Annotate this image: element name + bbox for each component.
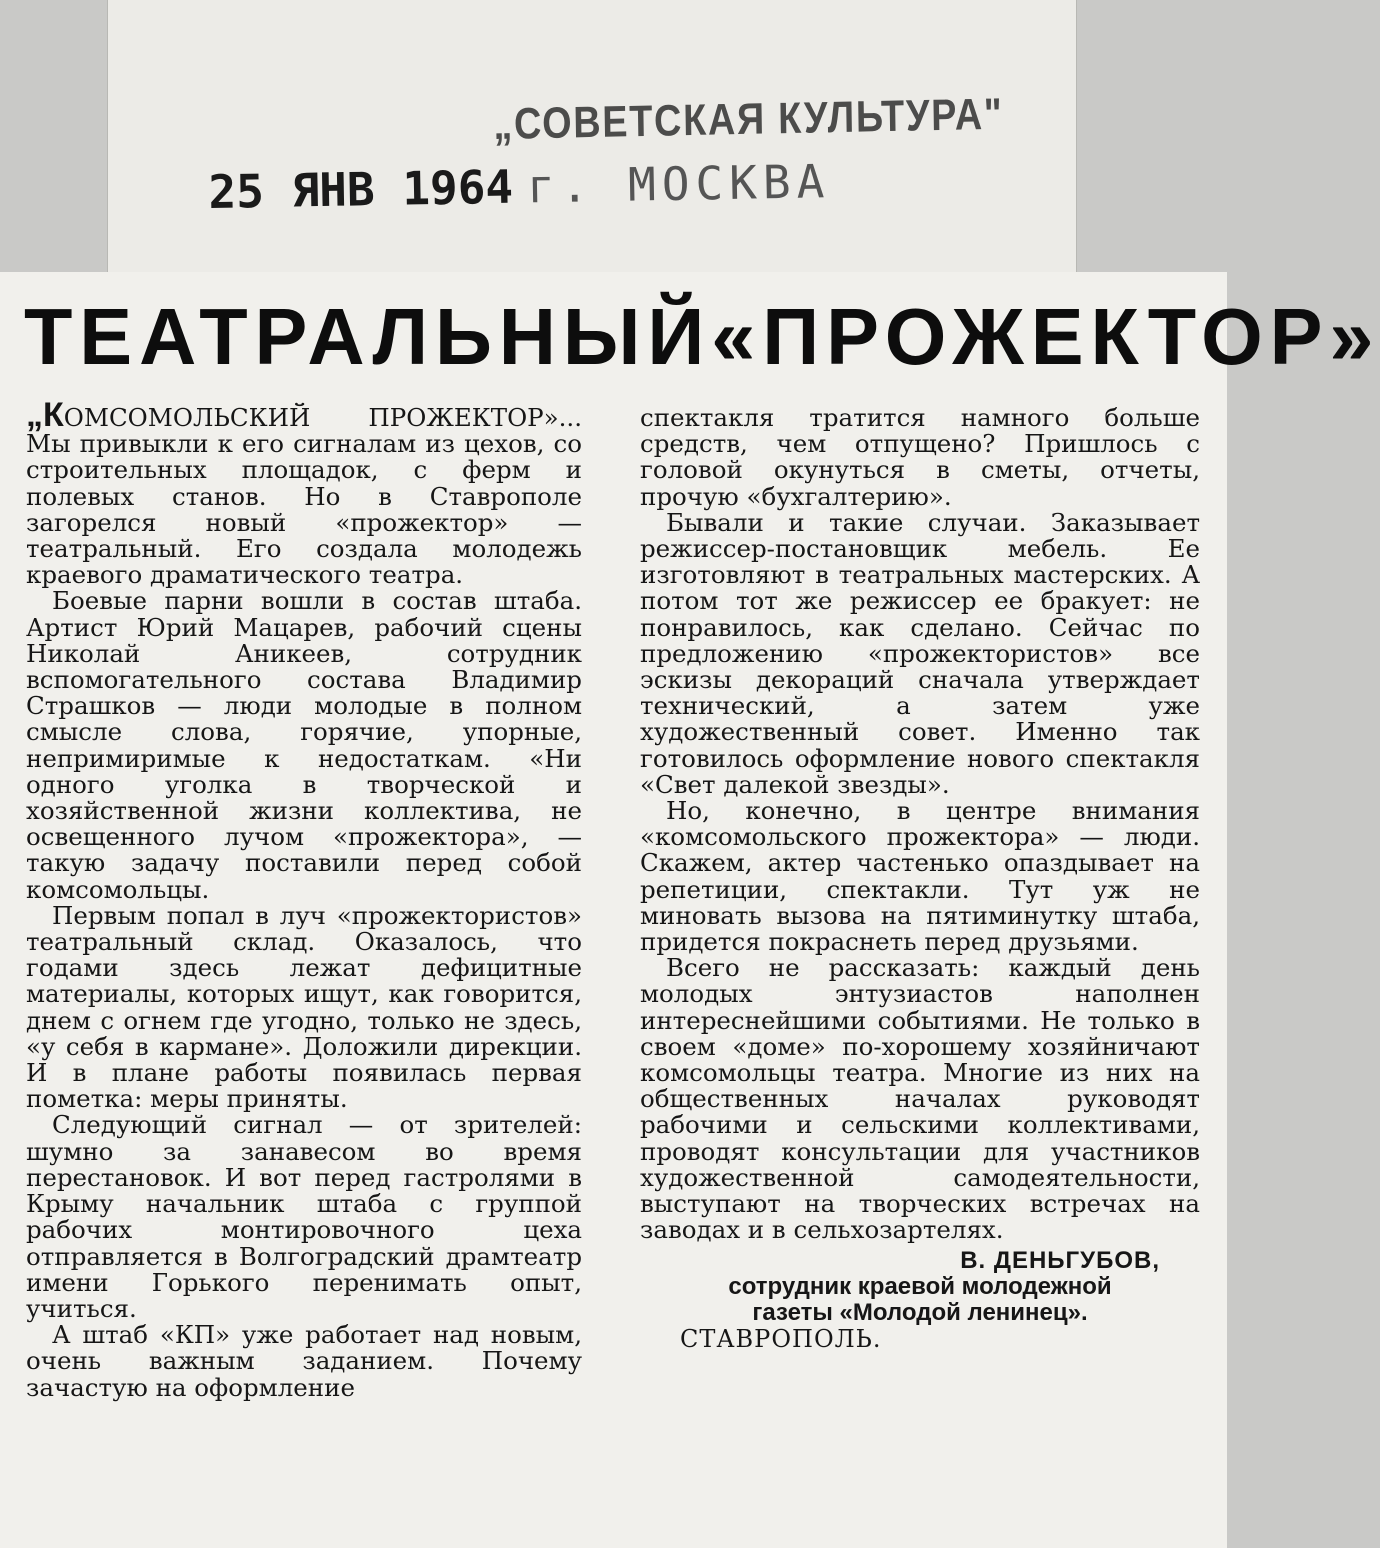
author-name: В. ДЕНЬГУБОВ,: [960, 1246, 1160, 1274]
author-role: газеты «Молодой ленинец».: [752, 1298, 1088, 1326]
paragraph: А штаб «КП» уже работает над новым, очень важным заданием. Почему зачастую на оформление: [26, 1320, 582, 1402]
paragraph: Первым попал в луч «прожектористов» театральный склад. Оказалось, что годами здесь лежат дефицитные материалы, которых ищут, как говорится, днем с огнем где угодно, только не здесь, «у себя в кармане». Доложили дирекции. И в плане работы появилась первая пометка: меры приняты.: [26, 900, 582, 1114]
paragraph: спектакля тратится намного больше средств, чем отпущено? Пришлось с головой окунуться в сметы, отчеты, прочую «бухгалтерию».: [640, 403, 1200, 511]
author-role: сотрудник краевой молодежной: [728, 1272, 1112, 1300]
paragraph: [26, 396, 582, 590]
paragraph: Бывали и такие случаи. Заказывает режиссер-постановщик мебель. Ее изготовляют в театральных мастерских. А потом тот же режиссер ее бракует: не понравилось, как сделано. Сейчас по предложению «прожектористов» все эскизы декораций сначала утверждает технический, а затем уже художественный совет. Именно так готовилось оформление нового спектакля «Свет далекой звезды».: [640, 507, 1200, 799]
headline-left: ТЕАТРАЛЬНЫЙ: [24, 292, 712, 381]
paragraph: Следующий сигнал — от зрителей: шумно за занавесом во время перестановок. И вот перед гастролями в Крыму начальник штаба с группой рабочих монтировочного цеха отправляется в Волгоградский драмтеатр имени Горького перенимать опыт, учиться.: [26, 1110, 582, 1323]
drop-cap: „К: [26, 396, 64, 434]
article-headline: [24, 285, 1380, 389]
paragraph: Боевые парни вошли в состав штаба. Артист Юрий Мацарев, рабочий сцены Николай Аникеев, сотрудник вспомогательного состава Владимир Страшков — люди молодые в полном смысле слова, горячие, упорные, непримиримые к недостаткам. «Ни одного уголка в творческой и хозяйственной жизни коллектива, не освещенного лучом «прожектора», — такую задачу поставили перед собой комсомольцы.: [26, 586, 582, 904]
date-stamp-strip: [108, 0, 1076, 272]
article-column-left: [26, 396, 582, 1402]
author-byline: [640, 1248, 1200, 1352]
article-column-right: [640, 405, 1200, 1352]
paragraph-text: ОМСОМОЛЬСКИЙ ПРОЖЕКТОР»... Мы привыкли к его сигналам из цехов, со строительных площадок, с ферм и полевых станов. Но в Ставрополе загорелся новый «прожектор» — театральный. Его создала молодежь краевого драматического театра.: [26, 403, 582, 590]
author-city: СТАВРОПОЛЬ.: [680, 1324, 882, 1353]
stamp-date: 25 ЯНВ 1964: [208, 159, 514, 219]
date-stamp: [208, 154, 831, 219]
newspaper-stamp: „СОВЕТСКАЯ КУЛЬТУРА": [493, 89, 1004, 149]
paragraph: Но, конечно, в центре внимания «комсомольского прожектора» — люди. Скажем, актер частенько опаздывает на репетиции, спектакли. Тут уж не миновать вызова на пятиминутку штаба, придется покраснеть перед друзьями.: [640, 796, 1200, 957]
headline-right: «ПРОЖЕКТОР»: [711, 292, 1380, 381]
stamp-city: г. МОСКВА: [526, 154, 831, 214]
paragraph: Всего не рассказать: каждый день молодых энтузиастов наполнен интереснейшими событиями. Не только в своем «доме» по-хорошему хозяйничают комсомольцы театра. Многие из них на общественных началах руководят рабочими и сельскими коллективами, проводят консультации для участников художественной самодеятельности, выступают на творческих встречах на заводах и в сельхозартелях.: [640, 953, 1200, 1245]
